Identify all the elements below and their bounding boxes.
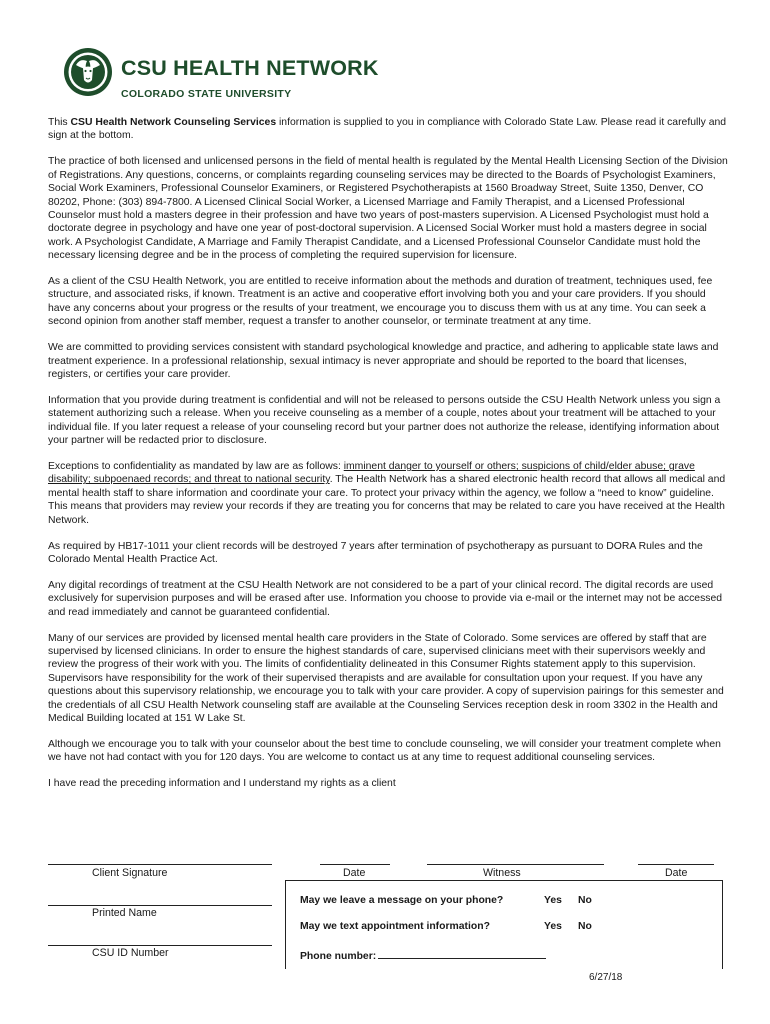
date-label: Date	[343, 867, 366, 879]
exceptions-list: imminent danger to yourself or others; suspicions of child/elder abuse; grave disability; subpoenaed records; and threat to national security	[48, 461, 695, 486]
csu-ram-logo-icon	[63, 47, 113, 97]
witness-label: Witness	[483, 867, 521, 879]
exceptions-paragraph: Exceptions to confidentiality as mandated by law are as follows: imminent danger to yourself or others; suspicions of child/elder abuse; grave disability; subpoenaed records; and threat to national security. The Health Network has a shared electronic health record that allows all medical and mental health staff to share information and coordinate your care. To protect your privacy within the agency, we follow a “need to know” guideline. This means that providers may review your records if they are treating you for concerns that may be related to care you have received at the Health Network.	[48, 461, 726, 526]
revision-date: 6/27/18	[589, 972, 623, 983]
printed-name-line[interactable]	[48, 905, 272, 906]
acknowledgement: I have read the preceding information and I understand my rights as a client	[48, 778, 396, 790]
text-no-option[interactable]: No	[578, 921, 592, 932]
recordings-paragraph: Any digital recordings of treatment at the CSU Health Network are not considered to be a part of your clinical record. The digital records are used exclusively for supervision purposes and will be erased after use. Information you choose to provide via e-mail or the internet may not be accessed and read immediately and cannot be guaranteed confidential.	[48, 579, 723, 618]
form-body	[48, 116, 728, 803]
org-name: CSU HEALTH NETWORK	[121, 56, 379, 80]
phone-number-row	[300, 948, 546, 962]
message-yes-option[interactable]: Yes	[544, 895, 562, 906]
printed-name-label: Printed Name	[92, 907, 157, 919]
confidentiality-paragraph: Information that you provide during treatment is confidential and will not be released to persons outside the CSU Health Network unless you sign a statement authorizing such a release. When you receive counseling as a member of a couple, notes about your treatment will be attached to your individual file. If you later request a release of your counseling record but your partner does not authorize the release, identifying information about your partner will be redacted prior to disclosure.	[48, 394, 721, 447]
csu-id-label: CSU ID Number	[92, 947, 169, 959]
witness-line[interactable]	[427, 864, 604, 865]
university-name: COLORADO STATE UNIVERSITY	[121, 88, 292, 100]
termination-paragraph: Although we encourage you to talk with your counselor about the best time to conclude counseling, we will consider your treatment complete when we have not had contact with you for 120 days. You are welcome to contact us at any time to request additional counseling services.	[48, 738, 721, 764]
date-line[interactable]	[320, 864, 390, 865]
message-no-option[interactable]: No	[578, 895, 592, 906]
supervision-paragraph: Many of our services are provided by licensed mental health care providers in the State of Colorado. Some services are offered by staff that are supervised by licensed clinicians. In order to ensure the highest standards of care, supervised clinicians meet with their supervisors weekly and review the progress of their work with you. The limits of confidentiality delineated in this Consumer Rights statement apply to this supervision. Supervisors have responsibility for the work of their supervised therapists and are available for consultation upon your request. If you have any questions about this supervisory relationship, we encourage you to talk with your care provider. A copy of supervision pairings for this semester and the credentials of all CSU Health Network counseling staff are available at the Counseling Services reception desk in room 3302 in the Health and Medical Building located at 151 W Lake St.	[48, 632, 724, 725]
phone-number-field[interactable]	[378, 948, 546, 959]
text-yes-option[interactable]: Yes	[544, 921, 562, 932]
client-signature-line[interactable]	[48, 864, 272, 865]
intro-paragraph: This CSU Health Network Counseling Services information is supplied to you in compliance with Colorado State Law. Please read it carefully and sign at the bottom.	[48, 117, 727, 142]
records-paragraph: As required by HB17-1011 your client records will be destroyed 7 years after termination of psychotherapy as pursuant to DORA Rules and the Colorado Mental Health Practice Act.	[48, 540, 703, 565]
standards-paragraph: We are committed to providing services consistent with standard psychological knowledge and practice, and adhering to applicable state laws and treatment experience. In a professional relationship, sexual intimacy is never appropriate and should be reported to the board that licenses, registers, or certifies your care provider.	[48, 342, 719, 380]
phone-number-label: Phone number:	[300, 951, 377, 962]
witness-date-line[interactable]	[638, 864, 714, 865]
contact-preferences-box	[285, 880, 723, 969]
text-question: May we text appointment information?	[300, 921, 490, 932]
client-signature-label: Client Signature	[92, 867, 168, 879]
service-name: CSU Health Network Counseling Services	[70, 117, 277, 128]
csu-id-line[interactable]	[48, 945, 272, 946]
message-question: May we leave a message on your phone?	[300, 895, 504, 906]
witness-date-label: Date	[665, 867, 688, 879]
licensing-paragraph: The practice of both licensed and unlicensed persons in the field of mental health is regulated by the Mental Health Licensing Section of the Division of Registrations. Any questions, concerns, or complaints regarding counseling services may be directed to the Boards of Psychologist Examiners, Social Work Examiners, Professional Counselor Examiners, or Registered Psychotherapists at 1560 Broadway Street, Suite 1350, Denver, CO 80202, Phone: (303) 894-7800. A Licensed Clinical Social Worker, a Licensed Marriage and Family Therapist, and a Licensed Professional Counselor must hold a masters degree in their profession and have two years of post-masters supervision. A Licensed Psychologist must hold a doctorate degree in psychology and have one year of post-doctoral supervision. A Licensed Social Worker must hold a masters degree in social work. A Psychologist Candidate, A Marriage and Family Therapist Candidate, and a Licensed Professional Counselor Candidate must hold the necessary licensing degree and be in the process of completing the required supervision for licensure.	[48, 156, 728, 262]
client-rights-paragraph: As a client of the CSU Health Network, you are entitled to receive information about the methods and duration of treatment, techniques used, fee structure, and associated risks, if known. Treatment is an active and cooperative effort involving both you and your care providers. If you should have any concerns about your progress or the results of your treatment, we encourage you to discuss them with us at any time. You can seek a second opinion from another staff member, request a transfer to another counselor, or terminate treatment at any time.	[48, 276, 713, 328]
